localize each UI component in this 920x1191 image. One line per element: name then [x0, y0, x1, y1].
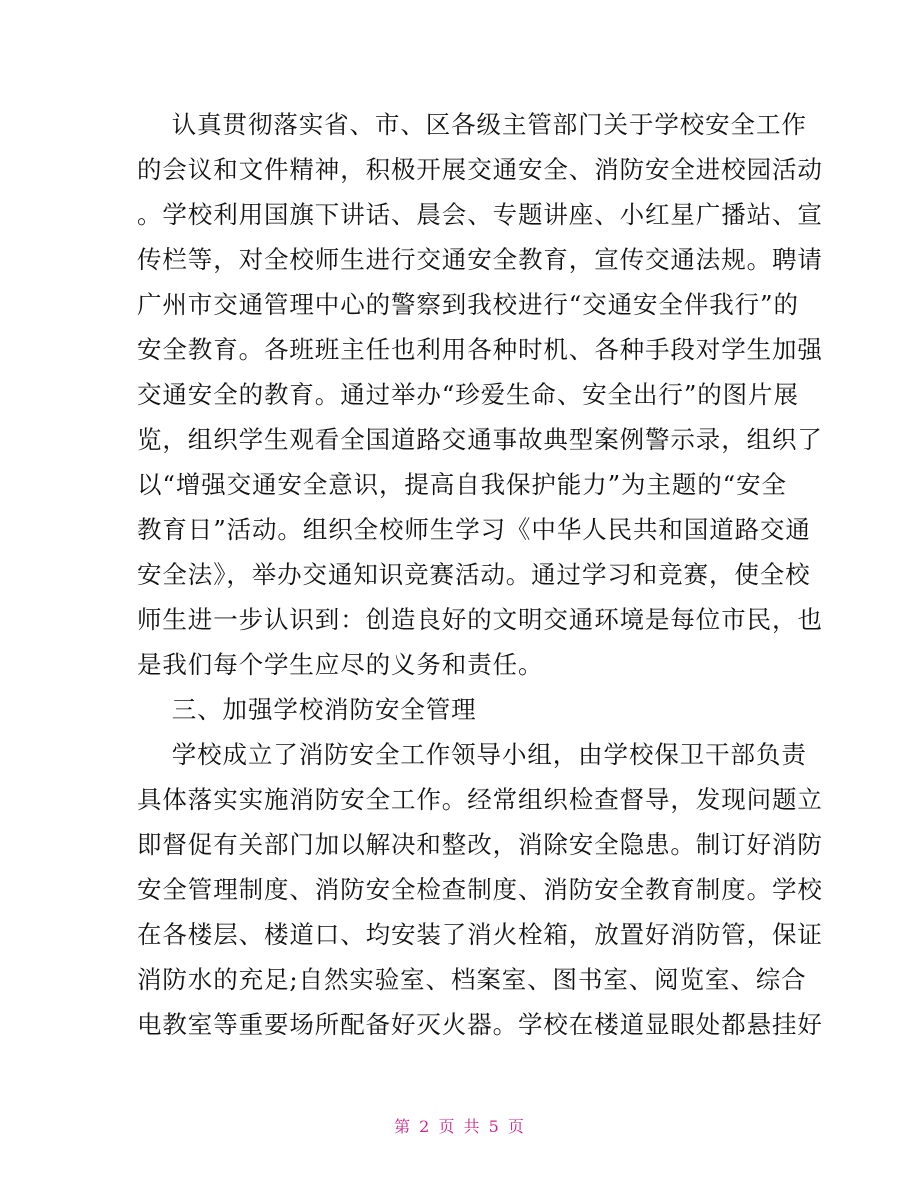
text-line: 交通安全的教育。通过举办“珍爱生命、安全出行”的图片展 [137, 380, 799, 409]
text-line: 广州市交通管理中心的警察到我校进行“交通安全伴我行”的 [137, 290, 799, 319]
text-line: 消防水的充足;自然实验室、档案室、图书室、阅览室、综合 [137, 965, 807, 994]
text-line: 安全教育。各班班主任也利用各种时机、各种手段对学生加强 [137, 335, 823, 364]
text-line: 即督促有关部门加以解决和整改，消除安全隐患。制订好消防 [137, 830, 823, 859]
text-line: 师生进一步认识到：创造良好的文明交通环境是每位市民，也 [137, 605, 823, 634]
text-line: 的会议和文件精神，积极开展交通安全、消防安全进校园活动 [137, 155, 823, 184]
text-line: 教育日”活动。组织全校师生学习《中华人民共和国道路交通 [137, 515, 811, 544]
text-line: 安全法》，举办交通知识竞赛活动。通过学习和竞赛，使全校 [137, 560, 811, 589]
text-line: 是我们每个学生应尽的义务和责任。 [137, 650, 544, 679]
text-line: 在各楼层、楼道口、均安装了消火栓箱，放置好消防管，保证 [137, 920, 823, 949]
text-line: 传栏等，对全校师生进行交通安全教育，宣传交通法规。聘请 [137, 245, 823, 274]
text-line: 安全管理制度、消防安全检查制度、消防安全教育制度。学校 [137, 875, 823, 904]
text-line: 具体落实实施消防安全工作。经常组织检查督导，发现问题立 [137, 785, 823, 814]
text-line: 认真贯彻落实省、市、区各级主管部门关于学校安全工作 [137, 110, 807, 139]
text-line: 以“增强交通安全意识，提高自我保护能力”为主题的“安全 [137, 470, 787, 499]
page-number-footer: 第 2 页 共 5 页 [394, 1117, 526, 1136]
text-line: 。学校利用国旗下讲话、晨会、专题讲座、小红星广播站、宣 [137, 200, 823, 229]
text-line: 学校成立了消防安全工作领导小组，由学校保卫干部负责 [137, 740, 807, 769]
text-line: 览，组织学生观看全国道路交通事故典型案例警示录，组织了 [137, 425, 823, 454]
section-heading: 三、加强学校消防安全管理 [137, 695, 477, 724]
text-line: 电教室等重要场所配备好灭火器。学校在楼道显眼处都悬挂好 [137, 1010, 823, 1039]
